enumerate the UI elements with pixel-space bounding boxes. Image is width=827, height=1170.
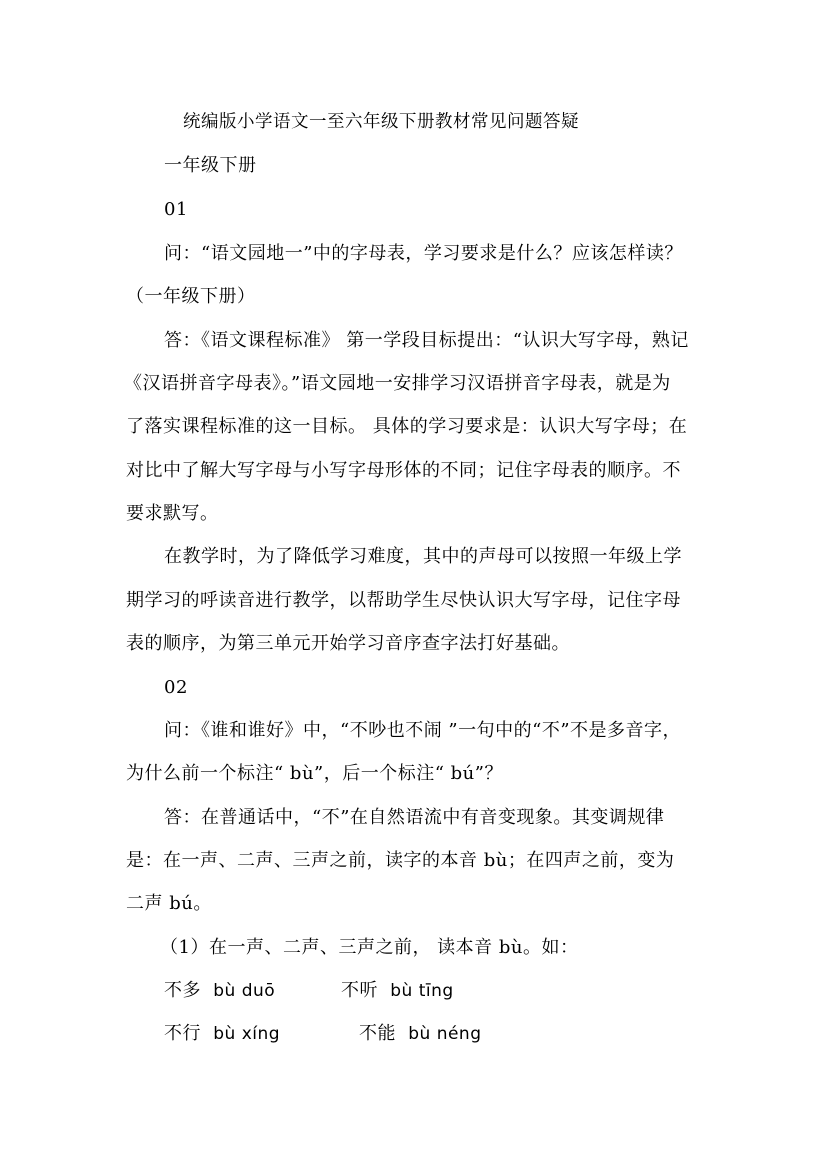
- paragraph-line: 在教学时，为了降低学习难度，其中的声母可以按照一年级上学: [164, 546, 682, 567]
- answer-line: 要求默写。: [126, 503, 219, 524]
- rule-line: （1）在一声、二声、三声之前， 读本音 bù。如：: [160, 937, 579, 958]
- document-title: 统编版小学语文一至六年级下册教材常见问题答疑: [183, 112, 579, 132]
- section-heading: 一年级下册: [164, 155, 257, 176]
- example-hanzi: 不能: [359, 1023, 396, 1044]
- item-number: 02: [164, 677, 188, 698]
- paragraph-line: 表的顺序，为第三单元开始学习音序查字法打好基础。: [126, 633, 570, 654]
- answer-line: 《汉语拼音字母表》。”语文园地一安排学习汉语拼音字母表，就是为: [124, 373, 671, 394]
- paragraph-line: 期学习的呼读音进行教学，以帮助学生尽快认识大写字母，记住字母: [126, 590, 681, 611]
- example-word: [164, 979, 275, 1003]
- example-hanzi: 不听: [341, 980, 378, 1001]
- example-pinyin: bù tīng: [390, 981, 454, 1001]
- answer-line: 对比中了解大写字母与小写字母形体的不同；记住字母表的顺序。不: [126, 460, 681, 481]
- answer-line: 答：《语文课程标准》 第一学段目标提出：“认识大写字母，熟记: [164, 330, 689, 351]
- example-pinyin: bù néng: [408, 1024, 482, 1044]
- example-pinyin: bù duō: [213, 981, 276, 1001]
- question-line: （一年级下册）: [126, 286, 256, 307]
- example-hanzi: 不多: [164, 980, 201, 1001]
- question-line: 问：《谁和谁好》中，“不吵也不闹 ”一句中的“不”不是多音字，: [164, 720, 682, 741]
- example-pinyin: bù xíng: [213, 1024, 281, 1044]
- answer-line: 是：在一声、二声、三声之前，读字的本音 bù；在四声之前，变为: [126, 850, 675, 871]
- example-word: [359, 1022, 482, 1046]
- answer-line: 答：在普通话中，“不”在自然语流中有音变现象。其变调规律: [164, 807, 665, 828]
- example-word: [164, 1022, 280, 1046]
- example-hanzi: 不行: [164, 1023, 201, 1044]
- answer-line: 二声 bú。: [126, 893, 212, 914]
- question-line: 问：“语文园地一”中的字母表，学习要求是什么？应该怎样读？: [164, 243, 683, 264]
- example-word: [341, 979, 454, 1003]
- question-line: 为什么前一个标注“ bù”，后一个标注“ bú”？: [126, 763, 503, 784]
- answer-line: 了落实课程标准的这一目标。 具体的学习要求是：认识大写字母；在: [126, 416, 688, 437]
- item-number: 01: [164, 199, 188, 220]
